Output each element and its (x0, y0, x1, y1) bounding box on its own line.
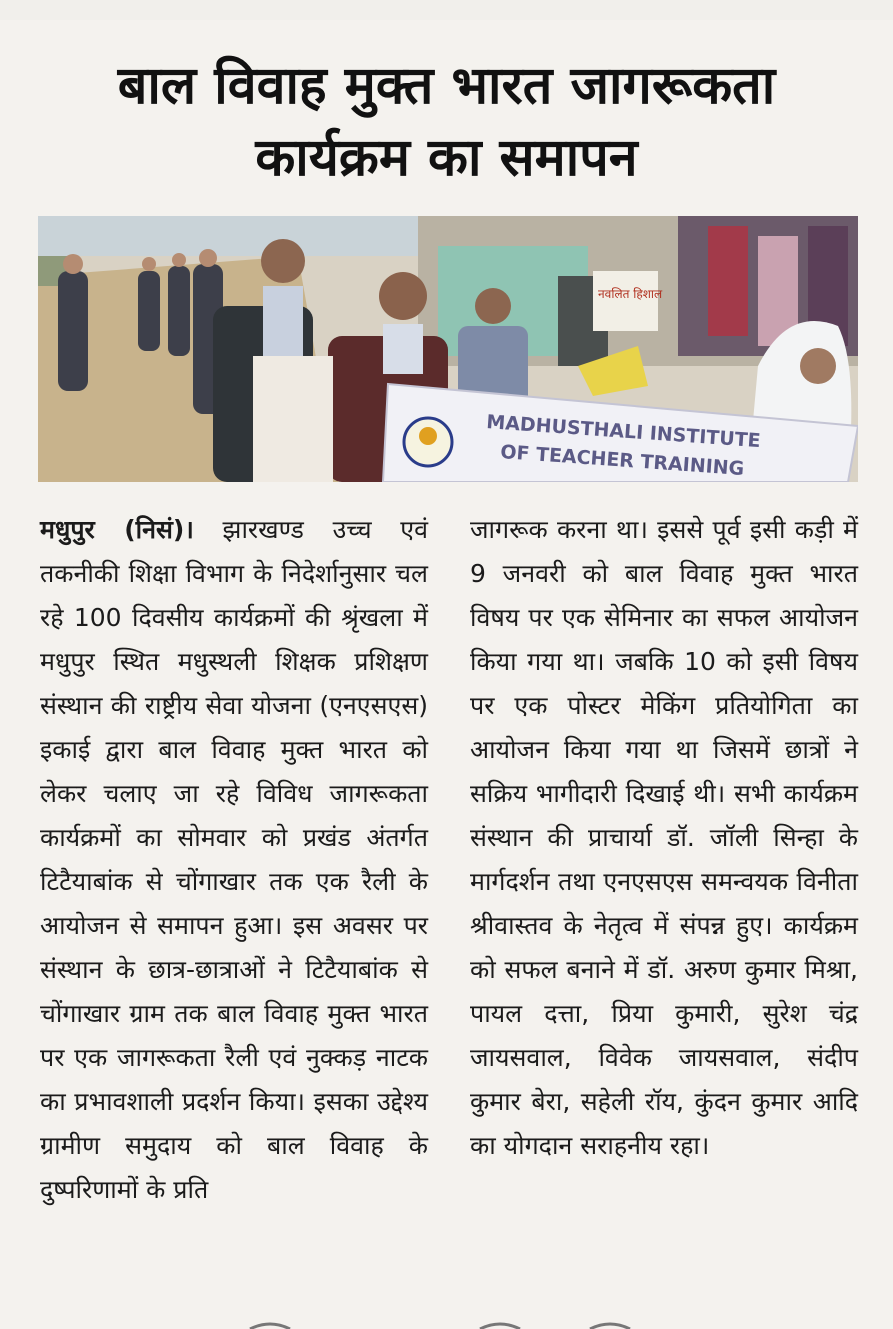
previous-article-cutoff (0, 0, 893, 20)
article-column-left (40, 508, 428, 1212)
headline (20, 50, 873, 194)
dateline: मधुपुर (निसं)। (40, 515, 194, 544)
rally-photo (38, 216, 858, 482)
banner-text-line-2: OF TEACHER TRAINING (499, 441, 745, 481)
article-body-left: झारखण्ड उच्च एवं तकनीकी शिक्षा विभाग के निदेर्शानुसार चल रहे 100 दिवसीय कार्यक्रमों की श्रृंखला में मधुपुर स्थित मधुस्थली शिक्षक प्रशिक्षण संस्थान की राष्ट्रीय सेवा योजना (एनएसएस) इकाई द्वारा बाल विवाह मुक्त भारत को लेकर चलाए जा रहे विविध जागरूकता कार्यक्रमों का सोमवार को प्रखंड अंतर्गत टिटैयाबांक से चोंगाखार तक एक रैली के आयोजन से समापन हुआ। इस अवसर पर संस्थान के छात्र-छात्राओं ने टिटैयाबांक से चोंगाखार ग्राम तक बाल विवाह मुक्त भारत पर एक जागरूकता रैली एवं नुक्कड़ नाटक का प्रभावशाली प्रदर्शन किया। इसका उद्देश्य ग्रामीण समुदाय को बाल विवाह के दुष्परिणामों के प्रति (40, 515, 429, 1204)
next-article-cutoff (0, 1318, 893, 1329)
banner-text-line-1: MADHUSTHALI INSTITUTE (485, 411, 762, 453)
shop-sign-text: नवलित हिशाल (598, 287, 663, 301)
article-paragraph-left (40, 508, 428, 1212)
headline-line-2: कार्यक्रम का समापन (255, 128, 638, 188)
article-column-right (470, 508, 858, 1168)
headline-line-1: बाल विवाह मुक्त भारत जागरूकता (117, 56, 776, 116)
article-body-right: जागरूक करना था। इससे पूर्व इसी कड़ी में 9 जनवरी को बाल विवाह मुक्त भारत विषय पर एक सेमिनार का सफल आयोजन किया गया था। जबकि 10 को इसी विषय पर एक पोस्टर मेकिंग प्रतियोगिता का आयोजन किया गया था जिसमें छात्रों ने सक्रिय भागीदारी दिखाई थी। सभी कार्यक्रम संस्थान की प्राचार्या डॉ. जॉली सिन्हा के मार्गदर्शन तथा एनएसएस समन्वयक विनीता श्रीवास्तव के नेतृत्व में संपन्न हुए। कार्यक्रम को सफल बनाने में डॉ. अरुण कुमार मिश्रा, पायल दत्ता, प्रिया कुमारी, सुरेश चंद्र जायसवाल, विवेक जायसवाल, संदीप कुमार बेरा, सहेली रॉय, कुंदन कुमार आदि का योगदान सराहनीय रहा। (470, 515, 858, 1160)
